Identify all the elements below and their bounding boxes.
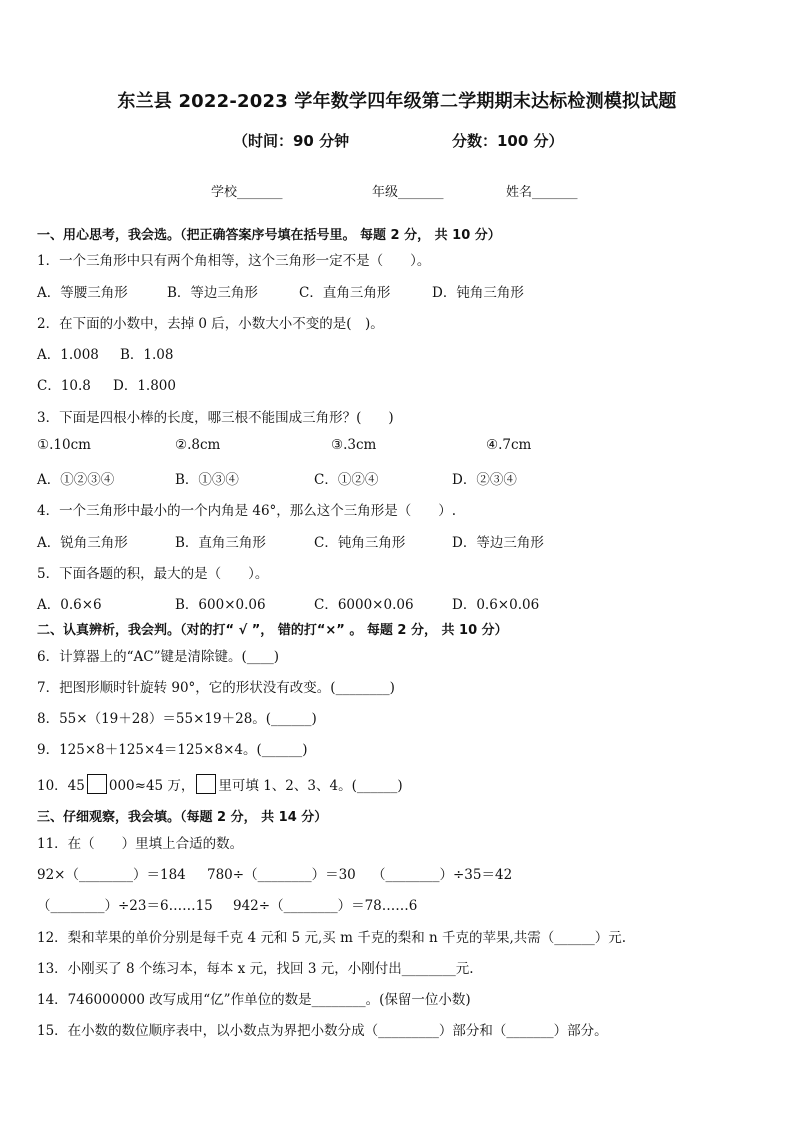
q3-option-b: B．①③④ [175, 472, 239, 488]
question-13: 13．小刚买了 8 个练习本，每本 x 元，找回 3 元，小刚付出________元. [37, 961, 474, 977]
q4-option-d: D．等边三角形 [452, 535, 544, 551]
q1-option-c: C．直角三角形 [299, 285, 391, 301]
q3-stick-4: ④.7cm [486, 437, 532, 453]
question-3: 3．下面是四根小棒的长度，哪三根不能围成三角形？( ) [37, 410, 394, 426]
exam-time: （时间：90 分钟 [233, 132, 350, 150]
section-3-heading: 三、仔细观察，我会填。（每题 2 分， 共 14 分） [37, 810, 328, 825]
q5-option-a: A．0.6×6 [37, 597, 102, 613]
q2-option-a: A．1.008 [37, 347, 99, 363]
q10-part-1: 10．45 [37, 778, 85, 794]
q3-stick-2: ②.8cm [175, 437, 221, 453]
q2-option-d: D．1.800 [113, 378, 176, 394]
q10-blank-box-ref [196, 774, 216, 794]
q3-stick-3: ③.3cm [331, 437, 377, 453]
q3-option-a: A．①②③④ [37, 472, 115, 488]
q1-option-d: D．钝角三角形 [432, 285, 524, 301]
q11-item-5: 942÷（________）＝78……6 [233, 898, 418, 914]
q5-option-c: C．6000×0.06 [314, 597, 414, 613]
q11-item-2: 780÷（________）＝30 [207, 867, 356, 883]
question-9: 9．125×8＋125×4＝125×8×4。(______) [37, 742, 308, 758]
q10-part-3: 里可填 1、2、3、4。(______) [218, 778, 403, 794]
q4-option-a: A．锐角三角形 [37, 535, 128, 551]
q5-option-d: D．0.6×0.06 [452, 597, 540, 613]
question-1: 1．一个三角形中只有两个角相等，这个三角形一定不是（ ）。 [37, 253, 431, 269]
q2-option-b: B．1.08 [120, 347, 174, 363]
q2-option-c: C．10.8 [37, 378, 91, 394]
q4-option-b: B．直角三角形 [175, 535, 266, 551]
question-5: 5．下面各题的积，最大的是（ ）。 [37, 566, 269, 582]
question-10 [37, 774, 403, 794]
section-1-heading: 一、用心思考，我会选。（把正确答案序号填在括号里。 每题 2 分， 共 10 分） [37, 228, 501, 243]
question-4: 4．一个三角形中最小的一个内角是 46°，那么这个三角形是（ ）. [37, 503, 457, 519]
question-15: 15．在小数的数位顺序表中，以小数点为界把小数分成（_________）部分和（_______）部分。 [37, 1023, 608, 1039]
question-2: 2．在下面的小数中，去掉 0 后，小数大小不变的是( )。 [37, 316, 384, 332]
q5-option-b: B．600×0.06 [175, 597, 266, 613]
q3-option-d: D．②③④ [452, 472, 517, 488]
section-2-heading: 二、认真辨析，我会判。（对的打“ √ ”， 错的打“×” 。 每题 2 分， 共 10 分） [37, 623, 508, 638]
q1-option-a: A．等腰三角形 [37, 285, 128, 301]
school-field: 学校_______ [211, 185, 283, 200]
exam-title: 东兰县 2022-2023 学年数学四年级第二学期期末达标检测模拟试题 [117, 91, 677, 112]
q1-option-b: B．等边三角形 [167, 285, 258, 301]
q10-blank-box [87, 774, 107, 794]
question-8: 8．55×（19＋28）＝55×19＋28。(______) [37, 711, 317, 727]
q4-option-c: C．钝角三角形 [314, 535, 406, 551]
q11-item-3: （________）÷35＝42 [372, 867, 513, 883]
question-12: 12．梨和苹果的单价分别是每千克 4 元和 5 元,买 m 千克的梨和 n 千克的苹果,共需（______）元. [37, 930, 627, 946]
q3-stick-1: ①.10cm [37, 437, 91, 453]
q11-item-1: 92×（________）＝184 [37, 867, 186, 883]
grade-field: 年级_______ [372, 185, 444, 200]
q3-option-c: C．①②④ [314, 472, 379, 488]
q10-part-2: 000≈45 万， [108, 778, 195, 794]
exam-score: 分数：100 分） [452, 132, 564, 150]
question-6: 6．计算器上的“AC”键是清除键。(____) [37, 649, 280, 665]
question-7: 7．把图形顺时针旋转 90°，它的形状没有改变。(________) [37, 680, 395, 696]
question-14: 14．746000000 改写成用“亿”作单位的数是________。(保留一位小数) [37, 992, 471, 1008]
name-field: 姓名_______ [506, 185, 578, 200]
question-11: 11．在（ ）里填上合适的数。 [37, 836, 244, 852]
q11-item-4: （________）÷23＝6……15 [37, 898, 213, 914]
